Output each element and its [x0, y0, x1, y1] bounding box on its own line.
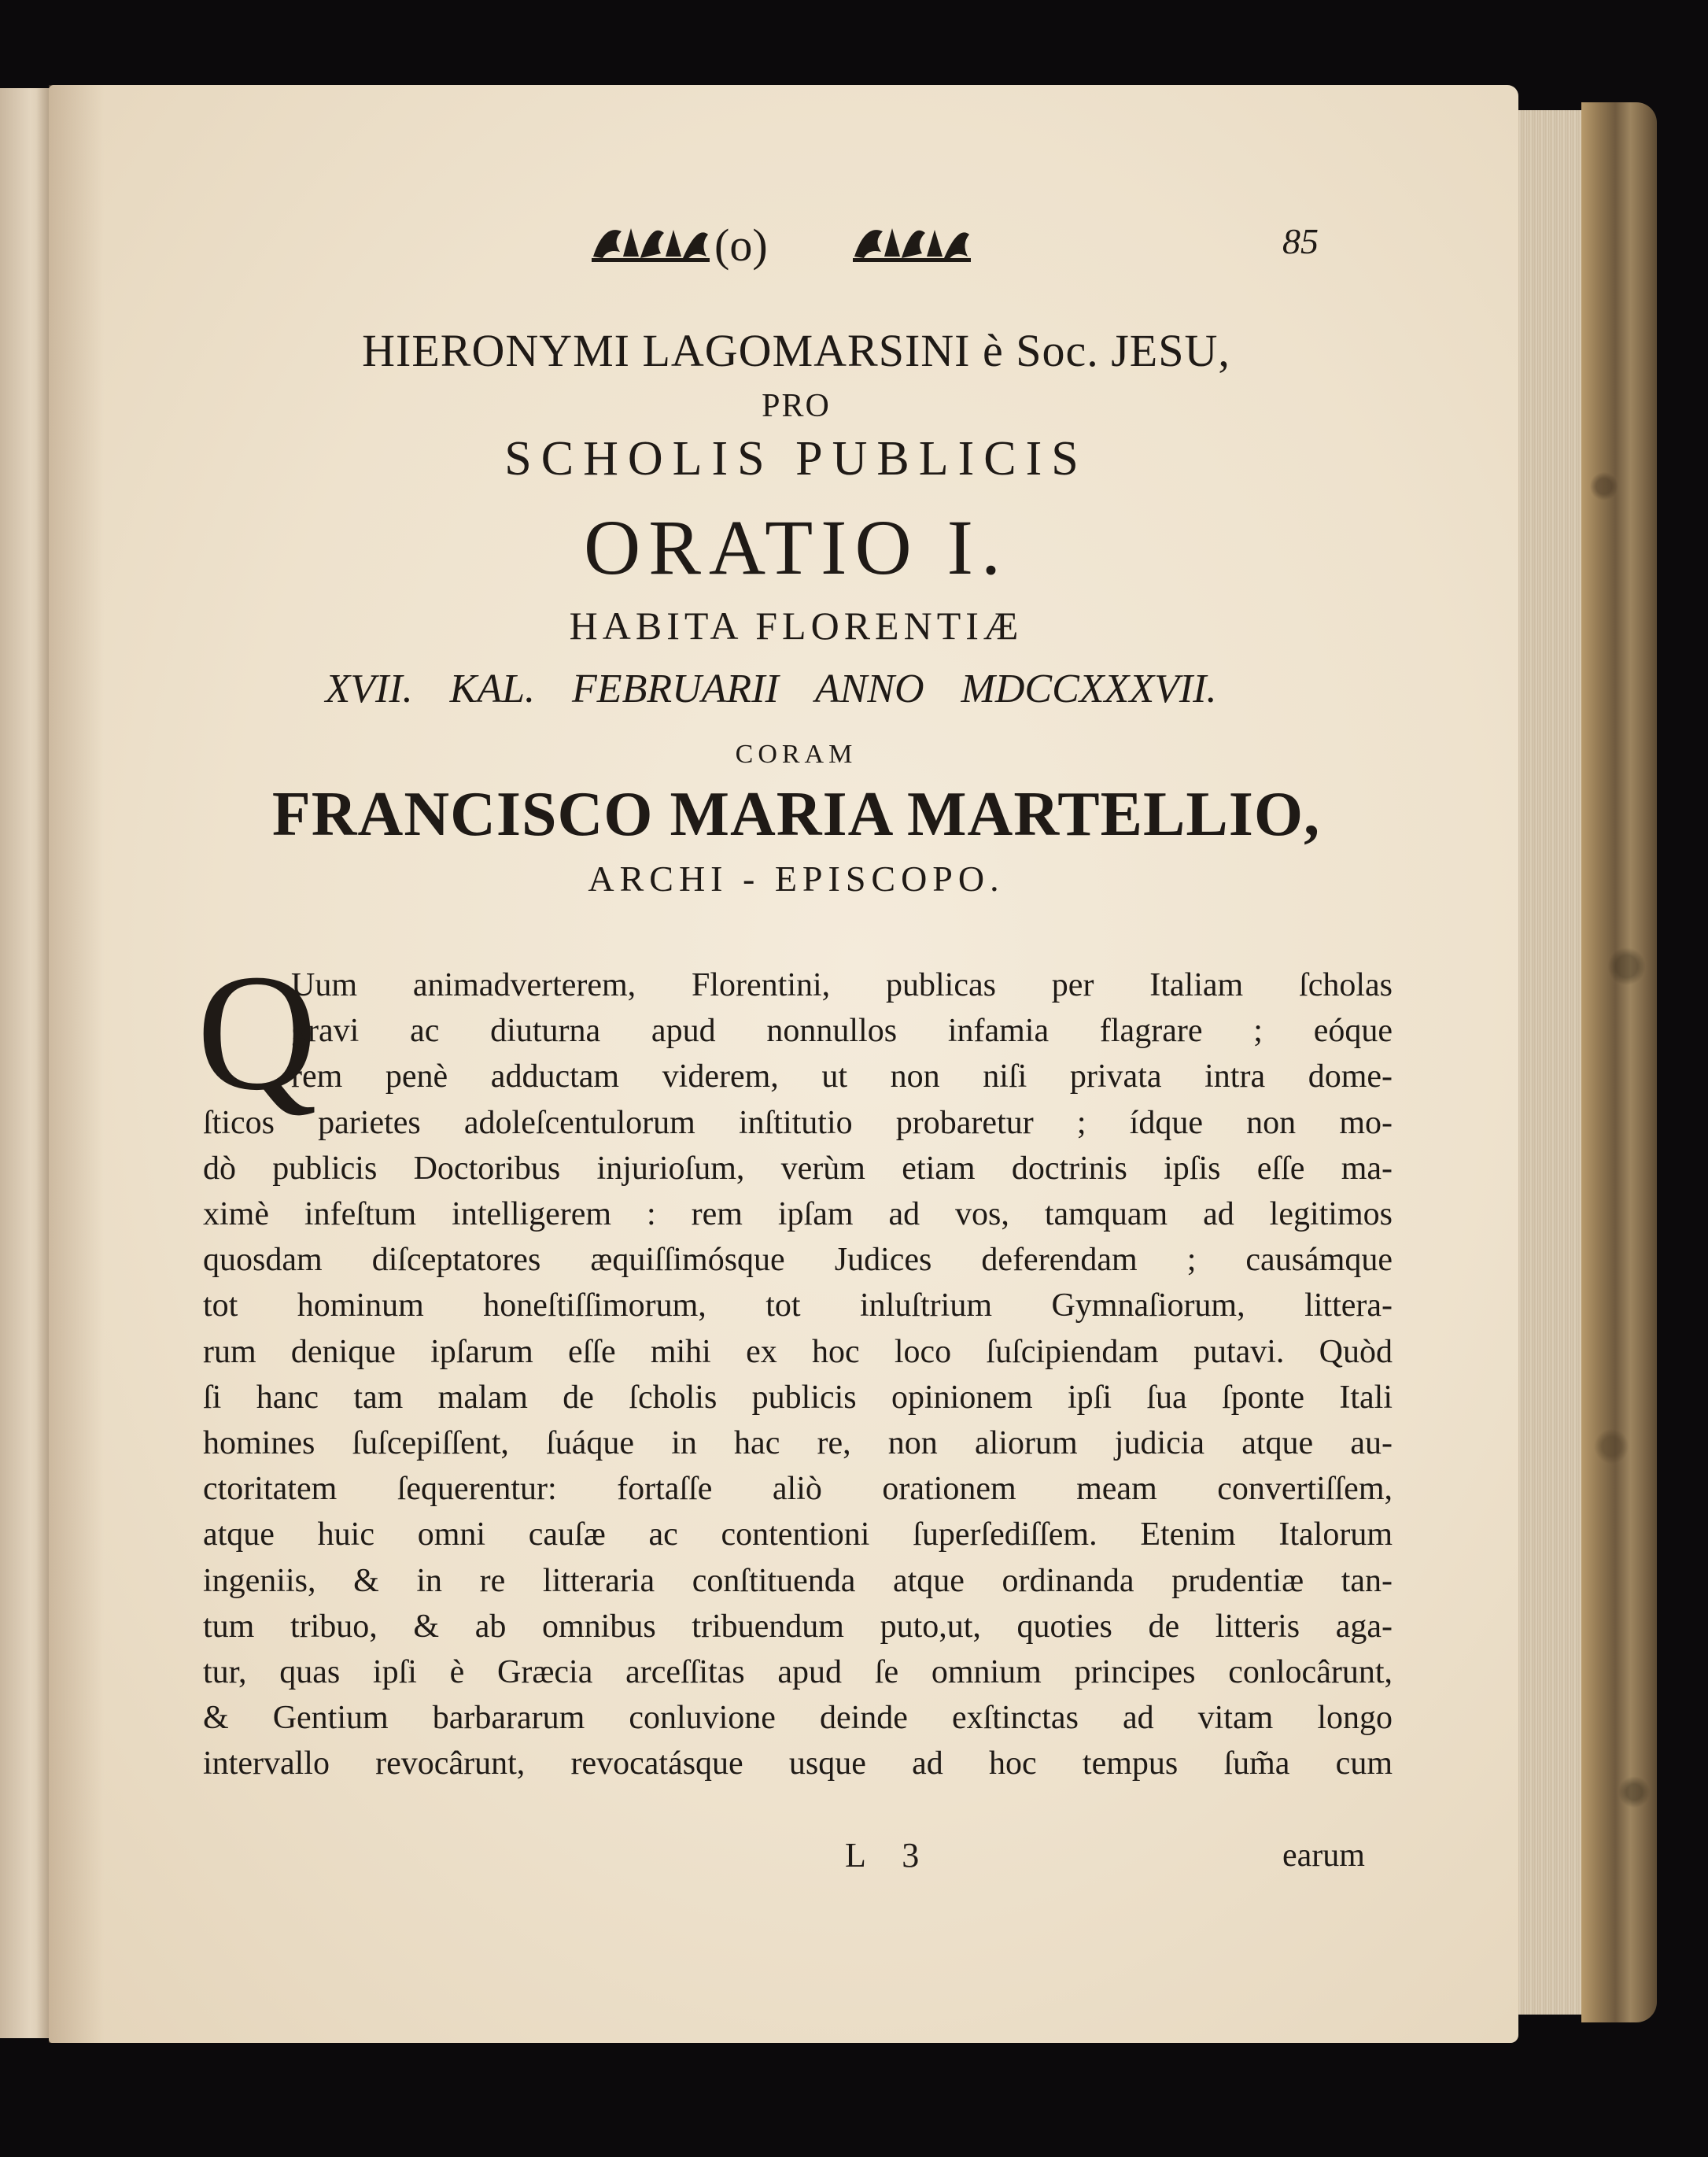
body-line: tot hominum honeſtiſſimorum, tot inluſtrium Gymnaſiorum, littera- — [203, 1287, 1393, 1324]
page-block-edges — [1511, 110, 1589, 2015]
author-line: HIERONYMI LAGOMARSINI è Soc. JESU, — [362, 325, 1230, 376]
spine-stains — [1581, 102, 1657, 2022]
signature-footer: L 3 — [845, 1836, 934, 1874]
body-line: ctoritatem ſequerentur: fortaſſe aliò orationem meam convertiſſem, — [203, 1471, 1393, 1508]
body-line: homines ſuſcepiſſent, ſuáque in hac re, non aliorum judicia atque au- — [203, 1425, 1393, 1461]
body-line: quosdam diſceptatores æquiſſimósque Judices deferendam ; causámque — [203, 1242, 1393, 1279]
page-curve-shadow — [49, 85, 104, 2043]
body-line: tur, quas ipſi è Græcia arceſſitas apud ſe omnium principes conlocârunt, — [203, 1654, 1393, 1690]
body-line: gravi ac diuturna apud nonnullos infamia flagrare ; eóque — [291, 1013, 1393, 1050]
body-line: atque huic omni cauſæ ac contentioni ſuperſediſſem. Etenim Italorum — [203, 1516, 1393, 1553]
patron-name: FRANCISCO MARIA MARTELLIO, — [271, 780, 1321, 849]
oration-title: ORATIO I. — [584, 504, 1009, 591]
coram-line: CORAM — [735, 740, 858, 769]
body-line: dò publicis Doctoribus injurioſum, verùm etiam doctrinis ipſis eſſe ma- — [203, 1150, 1393, 1187]
body-line: intervallo revocârunt, revocatásque usque ad hoc tempus ſum̃a cum — [203, 1745, 1393, 1782]
patron-role: ARCHI - EPISCOPO. — [588, 859, 1005, 899]
place-line: HABITA FLORENTIÆ — [569, 604, 1024, 648]
body-line: Uum animadverterem, Florentini, publicas per Italiam ſcholas — [291, 967, 1393, 1003]
body-line: rum denique ipſarum eſſe mihi ex hoc loco ſuſcipiendam putavi. Quòd — [203, 1333, 1393, 1370]
body-line: ximè infeſtum intelligerem : rem ipſam ad vos, tamquam ad legitimos — [203, 1196, 1393, 1232]
drop-cap: Q — [197, 940, 318, 1125]
body-line: ſticos parietes adoleſcentulorum inſtitutio probaretur ; ídque non mo- — [203, 1104, 1393, 1141]
date-line: XVII. KAL. FEBRUARII ANNO MDCCXXXVII. — [325, 667, 1217, 711]
body-line: & Gentium barbararum conluvione deinde exſtinctas ad vitam longo — [203, 1700, 1393, 1737]
body-line: ſi hanc tam malam de ſcholis publicis opinionem ipſi ſua ſponte Itali — [203, 1379, 1393, 1416]
body-line: tum tribuo, & ab omnibus tribuendum puto,ut, quoties de litteris aga- — [203, 1608, 1393, 1645]
body-line: ingeniis, & in re litteraria conſtituenda atque ordinanda prudentiæ tan- — [203, 1562, 1393, 1599]
body-line: rem penè adductam viderem, ut non niſi privata intra dome- — [291, 1058, 1393, 1095]
page-number: 85 — [1282, 221, 1319, 261]
catchword: earum — [1282, 1838, 1365, 1874]
pro-line: PRO — [762, 388, 831, 424]
subject-line: SCHOLIS PUBLICIS — [504, 432, 1088, 486]
signature-mark: (o) — [714, 220, 768, 271]
printer-ornament-icon — [588, 217, 713, 263]
printer-ornament-icon — [850, 217, 974, 263]
